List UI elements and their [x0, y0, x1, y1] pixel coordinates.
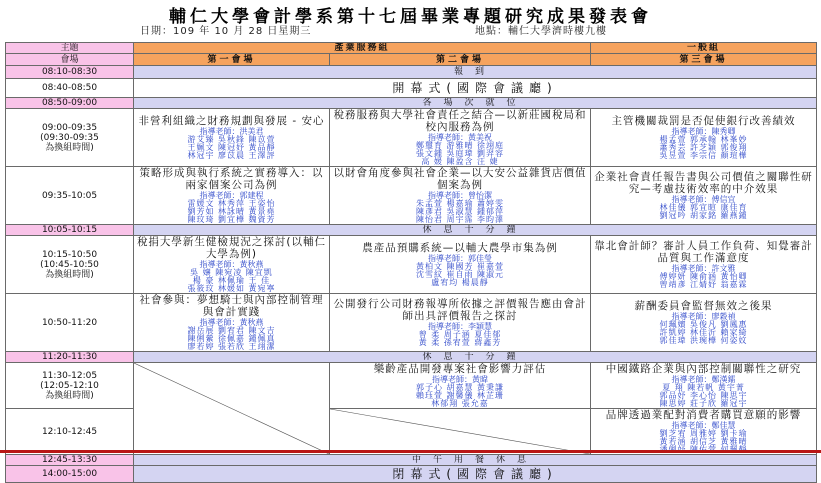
- time-slot: 08:10-08:30: [6, 66, 134, 79]
- team-members: 楊孟萱 郭承翰 林峯妙: [659, 135, 748, 144]
- session-cell: [591, 363, 817, 409]
- diagonal-line: [134, 363, 329, 454]
- team-members: 吳昱萱 李宗信 顏瑄樺: [659, 151, 748, 160]
- schedule-row: [6, 352, 817, 363]
- advisor: 指導老師：黃秋燕: [199, 260, 264, 269]
- schedule-row: [6, 455, 817, 466]
- advisor: 指導老師：鄭佳慧: [671, 421, 736, 430]
- team-members: 陳彥君 吳淑慧 鍾郁萍: [415, 207, 505, 216]
- team-members: 張筱玟 林媛如 黃宛寧: [187, 284, 276, 293]
- session-row: [6, 109, 817, 167]
- diagonal-line: [330, 409, 590, 454]
- session-cell: [591, 294, 817, 352]
- time-main: 10:15-10:50: [41, 249, 98, 260]
- venue-3-header: 第三會場: [591, 54, 817, 66]
- time-slot: 10:50-11:20: [6, 294, 134, 352]
- advisor: 指導老師：黃秋燕: [199, 318, 264, 327]
- team-members: 王姵文 陳冠妤 黃品靜: [187, 143, 276, 152]
- team-members: 陳思婷 莊子欣 羅冠宇: [659, 399, 748, 408]
- team-members: 傅婷妍 陳俞涵 黃怡卿: [659, 272, 748, 281]
- team-members: 鄭璽育 游雅晴 徐翊庭: [415, 141, 505, 150]
- advisor: 指導老師：郭佳瑩: [428, 254, 492, 263]
- session-row: [6, 236, 817, 294]
- team-members: 朱孟萱 楊嘉瑜 蕭婷雯: [415, 199, 505, 208]
- team-members: 曾 柔 周子涵 夏佳郁: [418, 330, 502, 339]
- break-event: 休息十分鐘: [134, 352, 817, 363]
- team-members: 雷媛文 林秀萍 王姿怡: [187, 199, 276, 208]
- project-title: 樂齡產品開發專案社會影響力評估: [373, 363, 547, 375]
- general-group-header: 一般組: [591, 43, 817, 54]
- page-title: 輔仁大學會計學系第十七屆畢業專題研究成果發表會: [169, 7, 652, 27]
- advisor: 指導老師：曾怡潔: [428, 191, 492, 200]
- take-seats-event: 各場次就位: [134, 98, 817, 109]
- session-row: [6, 167, 817, 225]
- advisor: 指導老師：許文雅: [671, 264, 736, 273]
- session-cell: [330, 294, 591, 352]
- project-title: 稅務服務與大學社會責任之結合—以新莊國稅局和校內服務為例: [333, 109, 587, 133]
- session-cell: [134, 109, 330, 167]
- project-title: 品牌透過業配對消費者購買意願的影響: [605, 409, 802, 421]
- time-slot: 12:10-12:45: [6, 409, 134, 455]
- session-cell: [330, 109, 591, 167]
- time-slot: 14:00-15:00: [6, 466, 134, 483]
- team-members: 黃若涵 胡信芝 黃雅晴: [659, 437, 748, 446]
- time-slot: [6, 236, 134, 294]
- project-title: 社會參與：夢想騎士與內部控制管理與會計實踐: [139, 294, 324, 318]
- lunch-event: 中午用餐休息: [134, 455, 817, 466]
- session-cell: [330, 167, 591, 225]
- team-members: 黃 柔 孫宥萱 蔣鑫芳: [418, 338, 502, 347]
- project-title: 主管機關裁罰是否促使銀行改善績效: [611, 115, 796, 127]
- team-members: 謝岳展 劉宥君 陳文吉: [187, 326, 276, 335]
- team-members: 郭品妤 李心怡 陳思宇: [659, 391, 748, 400]
- team-members: 陳玟琦 劉宜樺 魏資芳: [187, 215, 276, 224]
- team-members: 夏 翔 陳若帆 黃宇菁: [662, 383, 745, 392]
- session-row: [6, 294, 817, 352]
- advisor: 指導老師：黃美祝: [428, 133, 492, 142]
- closing-ceremony: 閉幕式(國際會議廳): [134, 466, 817, 483]
- time-slot: 10:05-10:15: [6, 225, 134, 236]
- session-cell: [591, 109, 817, 167]
- advisor: 指導老師：陳秀卿: [671, 127, 736, 136]
- advisor: 指導老師：郭建程: [199, 191, 264, 200]
- team-members: 廖若婷 張若欣 王翊潔: [187, 342, 276, 351]
- schedule-row: [6, 66, 817, 79]
- team-members: 何珮嬪 吳俊凡 劉鳳惠: [659, 320, 748, 329]
- header-row-venue: [6, 54, 817, 66]
- schedule-row: [6, 225, 817, 236]
- team-members: 許凱婷 林佳沂 賴家綺: [659, 328, 748, 337]
- advisor: 指導老師：廖穀禎: [671, 312, 736, 321]
- session-cell: [330, 363, 591, 409]
- schedule-table: [5, 42, 817, 483]
- session-cell: [591, 236, 817, 294]
- session-row: [6, 409, 817, 455]
- session-cell: [134, 294, 330, 352]
- advisor: 指導老師：鄭漢鐳: [671, 375, 736, 384]
- industry-group-header: 產業服務組: [134, 43, 591, 54]
- project-title: 農產品預購系統—以輔大農學市集為例: [362, 242, 558, 254]
- advisor: 指導老師：李穎慧: [428, 322, 492, 331]
- project-title: 靠北會計師？審計人員工作負荷、知覺審計品質與工作滿意度: [594, 240, 813, 264]
- advisor: 指導老師：黃暐: [432, 375, 488, 384]
- session-cell: [134, 236, 330, 294]
- event-location: 地點：輔仁大學濟時樓九樓: [475, 26, 607, 37]
- event-date: 日期：109 年 10 月 28 日星期三: [140, 26, 312, 37]
- project-title: 以財會角度參與社會企業—以大安公益雜貨店價值個案為例: [333, 167, 587, 191]
- team-members: 楊 豪 林佩瑜 王 佳: [192, 276, 271, 285]
- team-members: 沈雪紋 崔自雨 陳淑元: [415, 270, 505, 279]
- time-slot: [6, 363, 134, 409]
- venue-1-header: 第一會場: [134, 54, 330, 66]
- team-members: 郭佳瑋 洪琬樺 何姿妏: [659, 336, 748, 345]
- time-slot: [6, 109, 134, 167]
- team-members: 張文鍾 吳庭瑋 劉羿容: [415, 149, 505, 158]
- session-cell: [591, 409, 817, 455]
- project-title: 公開發行公司財務報導所依據之評價報告應由會計師出具評價報告之探討: [333, 298, 587, 322]
- team-members: 盧宥均 楊晨靜: [431, 278, 489, 287]
- break-event: 休息十分鐘: [134, 225, 817, 236]
- team-members: 陳俐縈 徐佩嘉 鍾佩真: [187, 334, 276, 343]
- schedule-row: [6, 466, 817, 483]
- project-title: 中國鐵路企業與內部控制關聯性之研究: [605, 363, 802, 375]
- venue-label: 會場: [6, 54, 134, 66]
- team-members: 吳 嬢 陳宛凌 陳宜凱: [190, 268, 273, 277]
- time-note: 為換組時間): [45, 142, 94, 153]
- team-members: 劉芳如 林詠晴 黃景堯: [187, 207, 276, 216]
- time-note: (12:05-12:10: [40, 380, 99, 391]
- schedule-row: [6, 79, 817, 98]
- time-slot: 12:45-13:30: [6, 455, 134, 466]
- topic-label: 主題: [6, 43, 134, 54]
- team-members: 高 媛 陳盈含 汪 婕: [421, 157, 499, 166]
- project-title: 策略形成與執行系統之實務導入：以兩家個案公司為例: [139, 167, 324, 191]
- team-members: 黃柏文 陳國芳 崔嘉萱: [415, 262, 505, 271]
- team-members: 劉冠吟 胡家銘 羅燕鍾: [659, 211, 748, 220]
- session-cell: [134, 167, 330, 225]
- venue-2-header: 第二會場: [330, 54, 591, 66]
- session-cell: [330, 236, 591, 294]
- team-members: 林郁翔 張允嘉: [431, 399, 489, 408]
- project-title: 企業社會責任報告書與公司價值之關聯性研究—考慮技術效率的中介效果: [594, 171, 813, 195]
- session-cell: [591, 167, 817, 225]
- project-title: 非營利組織之財務規劃與發展 - 安心: [138, 115, 325, 127]
- time-main: 09:00-09:35: [41, 122, 98, 133]
- time-slot: 09:35-10:05: [6, 167, 134, 225]
- project-title: 稅捐大學新生健檢規況之探討(以輔仁大學為例): [136, 236, 327, 260]
- schedule-row: [6, 98, 817, 109]
- time-slot: 08:50-09:00: [6, 98, 134, 109]
- advisor: 指導老師：傅信宜: [671, 195, 736, 204]
- team-members: 曾靖彥 江婧妤 翁嘉霖: [659, 280, 748, 289]
- opening-ceremony: 開幕式(國際會議廳): [134, 79, 817, 98]
- time-main: 11:30-12:05: [41, 370, 98, 381]
- session-row: [6, 363, 817, 409]
- team-members: 游艾臻 吳秋鋒 陳苡萱: [187, 135, 276, 144]
- time-note: (09:30-09:35: [40, 132, 99, 143]
- time-note: 為換組時間): [45, 269, 94, 280]
- team-members: 陳怡君 周宇霈 李昀澤: [415, 215, 505, 224]
- empty-slot: [330, 409, 591, 455]
- time-note: 為換組時間): [45, 390, 94, 401]
- team-members: 郭子心 胡嘉慧 黃秉謙: [415, 383, 505, 392]
- empty-slot: [134, 363, 330, 455]
- team-members: 蕭秀芸 許芝穎 郭俊翔: [659, 143, 748, 152]
- time-slot: 08:40-08:50: [6, 79, 134, 98]
- team-members: 劉芝宥 周雅婷 劉卡瑜: [659, 429, 748, 438]
- team-members: 賴珏萱 謝馨儀 林芷珊: [415, 391, 505, 400]
- advisor: 指導老師：洪美君: [199, 127, 264, 136]
- team-members: 林冠宇 廖苡晨 王澤評: [187, 151, 276, 160]
- team-members: 林佳儀 郭宜暄 康佳育: [659, 203, 748, 212]
- header-row-topic: [6, 43, 817, 54]
- project-title: 薪酬委員會監督無效之後果: [634, 300, 773, 312]
- time-note: (10:45-10:50: [40, 259, 99, 270]
- checkin-event: 報到: [134, 66, 817, 79]
- time-slot: 11:20-11:30: [6, 352, 134, 363]
